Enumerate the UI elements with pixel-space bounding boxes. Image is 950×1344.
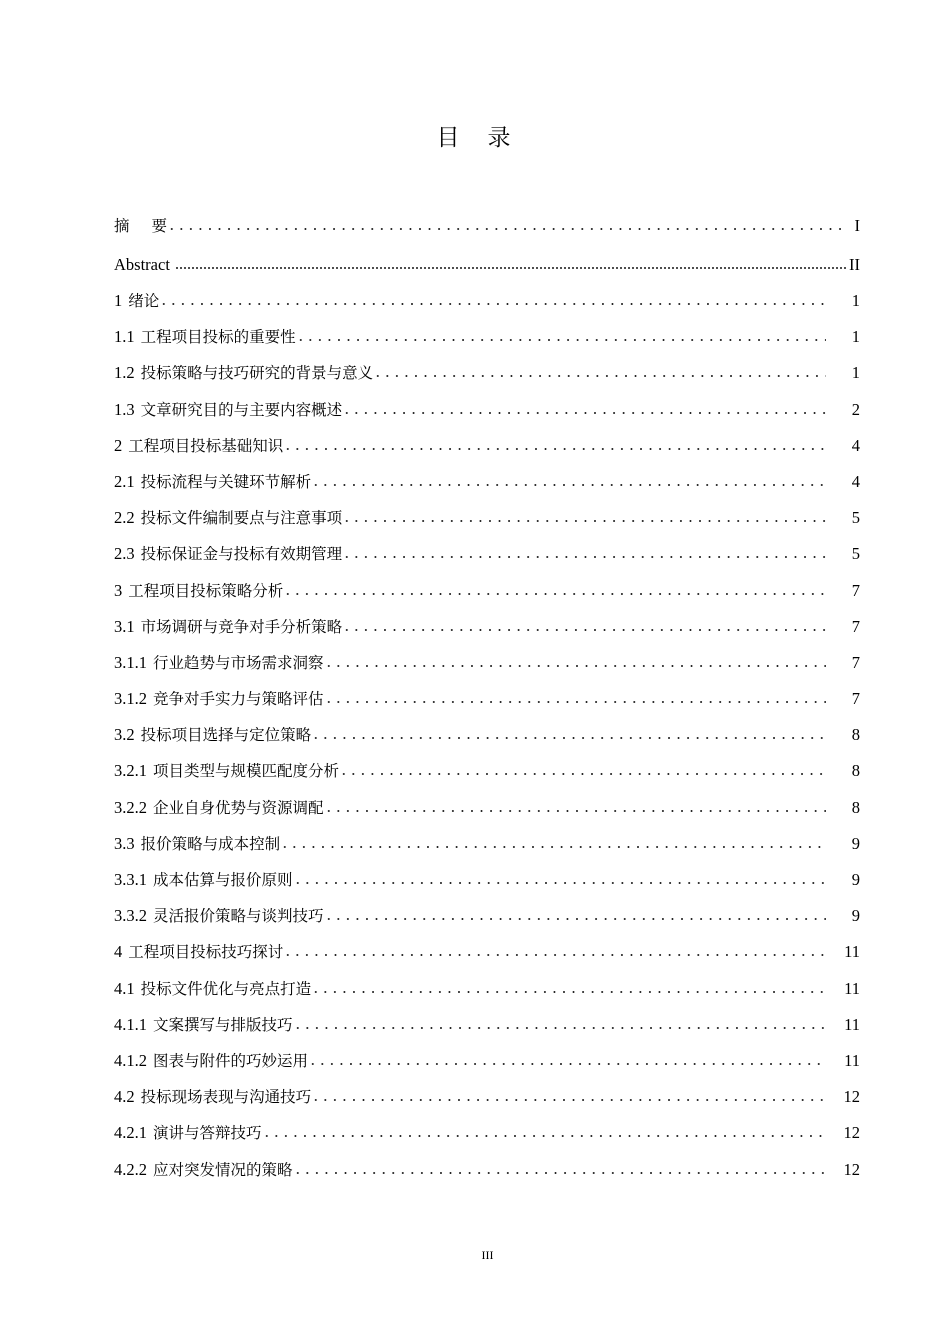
dot-leader [324,686,826,706]
toc-entry[interactable] [114,500,860,536]
toc-entry-label: 1.3 文章研究目的与主要内容概述 [114,392,342,428]
toc-entry-page: 11 [844,1050,860,1070]
dot-leader [296,324,826,344]
toc-entry-label: 3 工程项目投标策略分析 [114,573,283,609]
toc-entry-page: 1 [851,363,860,383]
toc-entry-number: 3.3 [114,833,135,853]
toc-entry-page: 7 [851,616,860,636]
dot-leader [311,1084,826,1104]
toc-entry[interactable] [114,428,860,464]
toc-entry[interactable] [114,862,860,898]
toc-entry-page: 9 [851,833,860,853]
toc-entry-label: 摘 要 [114,208,167,244]
toc-entry[interactable] [114,319,860,355]
toc-entry-label: 2.2 投标文件编制要点与注意事项 [114,500,342,536]
toc-entry-page: 12 [843,1159,860,1179]
toc-entry[interactable] [114,1043,860,1079]
dot-leader [283,578,826,598]
toc-entry[interactable] [114,1115,860,1151]
toc-entry-page: 7 [851,689,860,709]
toc-entry-abstract-en[interactable] [114,247,860,283]
dot-leader [283,939,826,959]
toc-entry-number: 3.3.2 [114,906,147,926]
toc-entry[interactable] [114,898,860,934]
toc-entry-page: 1 [851,291,860,310]
toc-entry[interactable] [114,1152,860,1188]
toc-entry-number: 4.2.2 [114,1159,147,1179]
table-of-contents [114,208,860,1188]
toc-entry-label: 4.1 投标文件优化与亮点打造 [114,971,311,1007]
toc-entry-label: 1 绪论 [114,283,159,319]
toc-entry-page: I [854,216,860,235]
toc-entry-label: 2.1 投标流程与关键环节解析 [114,464,311,500]
toc-entry-label: 1.2 投标策略与技巧研究的背景与意义 [114,355,373,391]
toc-entry[interactable] [114,717,860,753]
toc-entry-label: 3.2.1 项目类型与规模匹配度分析 [114,753,339,789]
toc-entry-page: 4 [851,471,860,491]
dot-leader [280,831,826,851]
toc-entry-label: 2 工程项目投标基础知识 [114,428,283,464]
toc-entry-number: 4.1.2 [114,1050,147,1070]
dot-leader [293,1157,826,1177]
toc-entry-label: 3.3 报价策略与成本控制 [114,826,280,862]
toc-entry-number: 4.2 [114,1087,135,1107]
toc-entry[interactable] [114,645,860,681]
dot-leader [262,1120,826,1140]
toc-entry-page: II [849,255,860,274]
toc-entry[interactable] [114,681,860,717]
toc-entry-page: 11 [844,942,860,962]
toc-entry[interactable] [114,826,860,862]
toc-entry[interactable] [114,1079,860,1115]
toc-entry-number: 1.2 [114,363,135,383]
toc-entry-number: 3.1.1 [114,652,147,672]
toc-entry-page: 4 [851,435,860,455]
dot-leader [342,397,826,417]
toc-entry-page: 5 [851,544,860,564]
toc-entry[interactable] [114,790,860,826]
toc-entry-label: 3.2 投标项目选择与定位策略 [114,717,311,753]
toc-entry[interactable] [114,573,860,609]
toc-entry-abstract-cn[interactable] [114,208,860,247]
toc-entry[interactable] [114,753,860,789]
toc-entry[interactable] [114,1007,860,1043]
dot-leader [167,213,848,233]
toc-entry-label: 4.1.1 文案撰写与排版技巧 [114,1007,293,1043]
toc-entry-page: 9 [851,870,860,889]
toc-entry-number: 2.1 [114,471,135,491]
toc-entry[interactable] [114,355,860,391]
toc-entry[interactable] [114,934,860,970]
toc-entry-page: 8 [851,725,860,745]
toc-entry-label: 3.3.1 成本估算与报价原则 [114,862,293,898]
toc-entry[interactable] [114,283,860,319]
dot-leader [324,903,826,923]
toc-entry-label: 4 工程项目投标技巧探讨 [114,934,283,970]
dot-leader [175,252,847,272]
dot-leader [342,541,826,561]
dot-leader [324,650,826,670]
dot-leader [311,469,826,489]
dot-leader [324,795,826,815]
dot-leader [308,1048,826,1068]
toc-entry-number: 4.1.1 [114,1014,147,1034]
toc-entry[interactable] [114,609,860,645]
toc-entry-label: 3.3.2 灵活报价策略与谈判技巧 [114,898,324,934]
page-number-footer: III [481,1248,494,1262]
toc-entry-page: 2 [851,399,860,419]
toc-entry-number: 2.2 [114,508,135,528]
toc-entry-number: 3.1 [114,616,135,636]
toc-entry[interactable] [114,536,860,572]
toc-entry-number: 4.2.1 [114,1123,147,1143]
toc-entry[interactable] [114,971,860,1007]
toc-entry-label: 3.1.2 竞争对手实力与策略评估 [114,681,324,717]
toc-entry-number: 4 [114,942,123,962]
toc-entry-label: 4.2.2 应对突发情况的策略 [114,1152,293,1188]
toc-entry-label: 2.3 投标保证金与投标有效期管理 [114,536,342,572]
toc-entry-page: 7 [851,652,860,672]
dot-leader [342,505,826,525]
toc-entry-page: 8 [851,761,860,781]
toc-entry-number: 3.2.2 [114,797,147,817]
toc-entry-page: 11 [844,1014,860,1034]
toc-entry-number: 3.2.1 [114,761,147,781]
toc-entry-page: 11 [844,978,860,998]
dot-leader [373,360,826,380]
toc-entry-number: 1.3 [114,399,135,419]
toc-entry-number: 3.1.2 [114,689,147,709]
dot-leader [311,976,826,996]
toc-entry-number: 2 [114,435,123,455]
toc-entry-page: 5 [851,508,860,528]
toc-entry-page: 7 [851,580,860,600]
toc-entry-number: 1 [114,291,123,310]
toc-entry-number: 3 [114,580,123,600]
dot-leader [283,433,826,453]
toc-entry-label: 4.1.2 图表与附件的巧妙运用 [114,1043,308,1079]
toc-entry-label: Abstract [114,247,170,283]
toc-entry[interactable] [114,464,860,500]
page-title: 目录 [436,125,539,151]
toc-entry-label: 4.2.1 演讲与答辩技巧 [114,1115,262,1151]
toc-entry-number: 1.1 [114,327,135,347]
toc-entry-page: 8 [851,797,860,817]
toc-entry[interactable] [114,392,860,428]
toc-entry-page: 1 [851,327,860,347]
toc-entry-page: 9 [851,906,860,926]
dot-leader [293,1012,826,1032]
toc-entry-label: 3.2.2 企业自身优势与资源调配 [114,790,324,826]
toc-entry-number: 3.3.1 [114,870,147,889]
toc-entry-label: 3.1 市场调研与竞争对手分析策略 [114,609,342,645]
toc-entry-number: 3.2 [114,725,135,745]
toc-entry-page: 12 [843,1087,860,1107]
dot-leader [293,867,826,887]
toc-entry-label: 3.1.1 行业趋势与市场需求洞察 [114,645,324,681]
toc-entry-label: 4.2 投标现场表现与沟通技巧 [114,1079,311,1115]
toc-entry-page: 12 [843,1123,860,1143]
toc-entry-number: 4.1 [114,978,135,998]
dot-leader [159,288,826,308]
dot-leader [339,758,826,778]
toc-entry-label: 1.1 工程项目投标的重要性 [114,319,296,355]
dot-leader [311,722,826,742]
dot-leader [342,614,826,634]
toc-entry-number: 2.3 [114,544,135,564]
